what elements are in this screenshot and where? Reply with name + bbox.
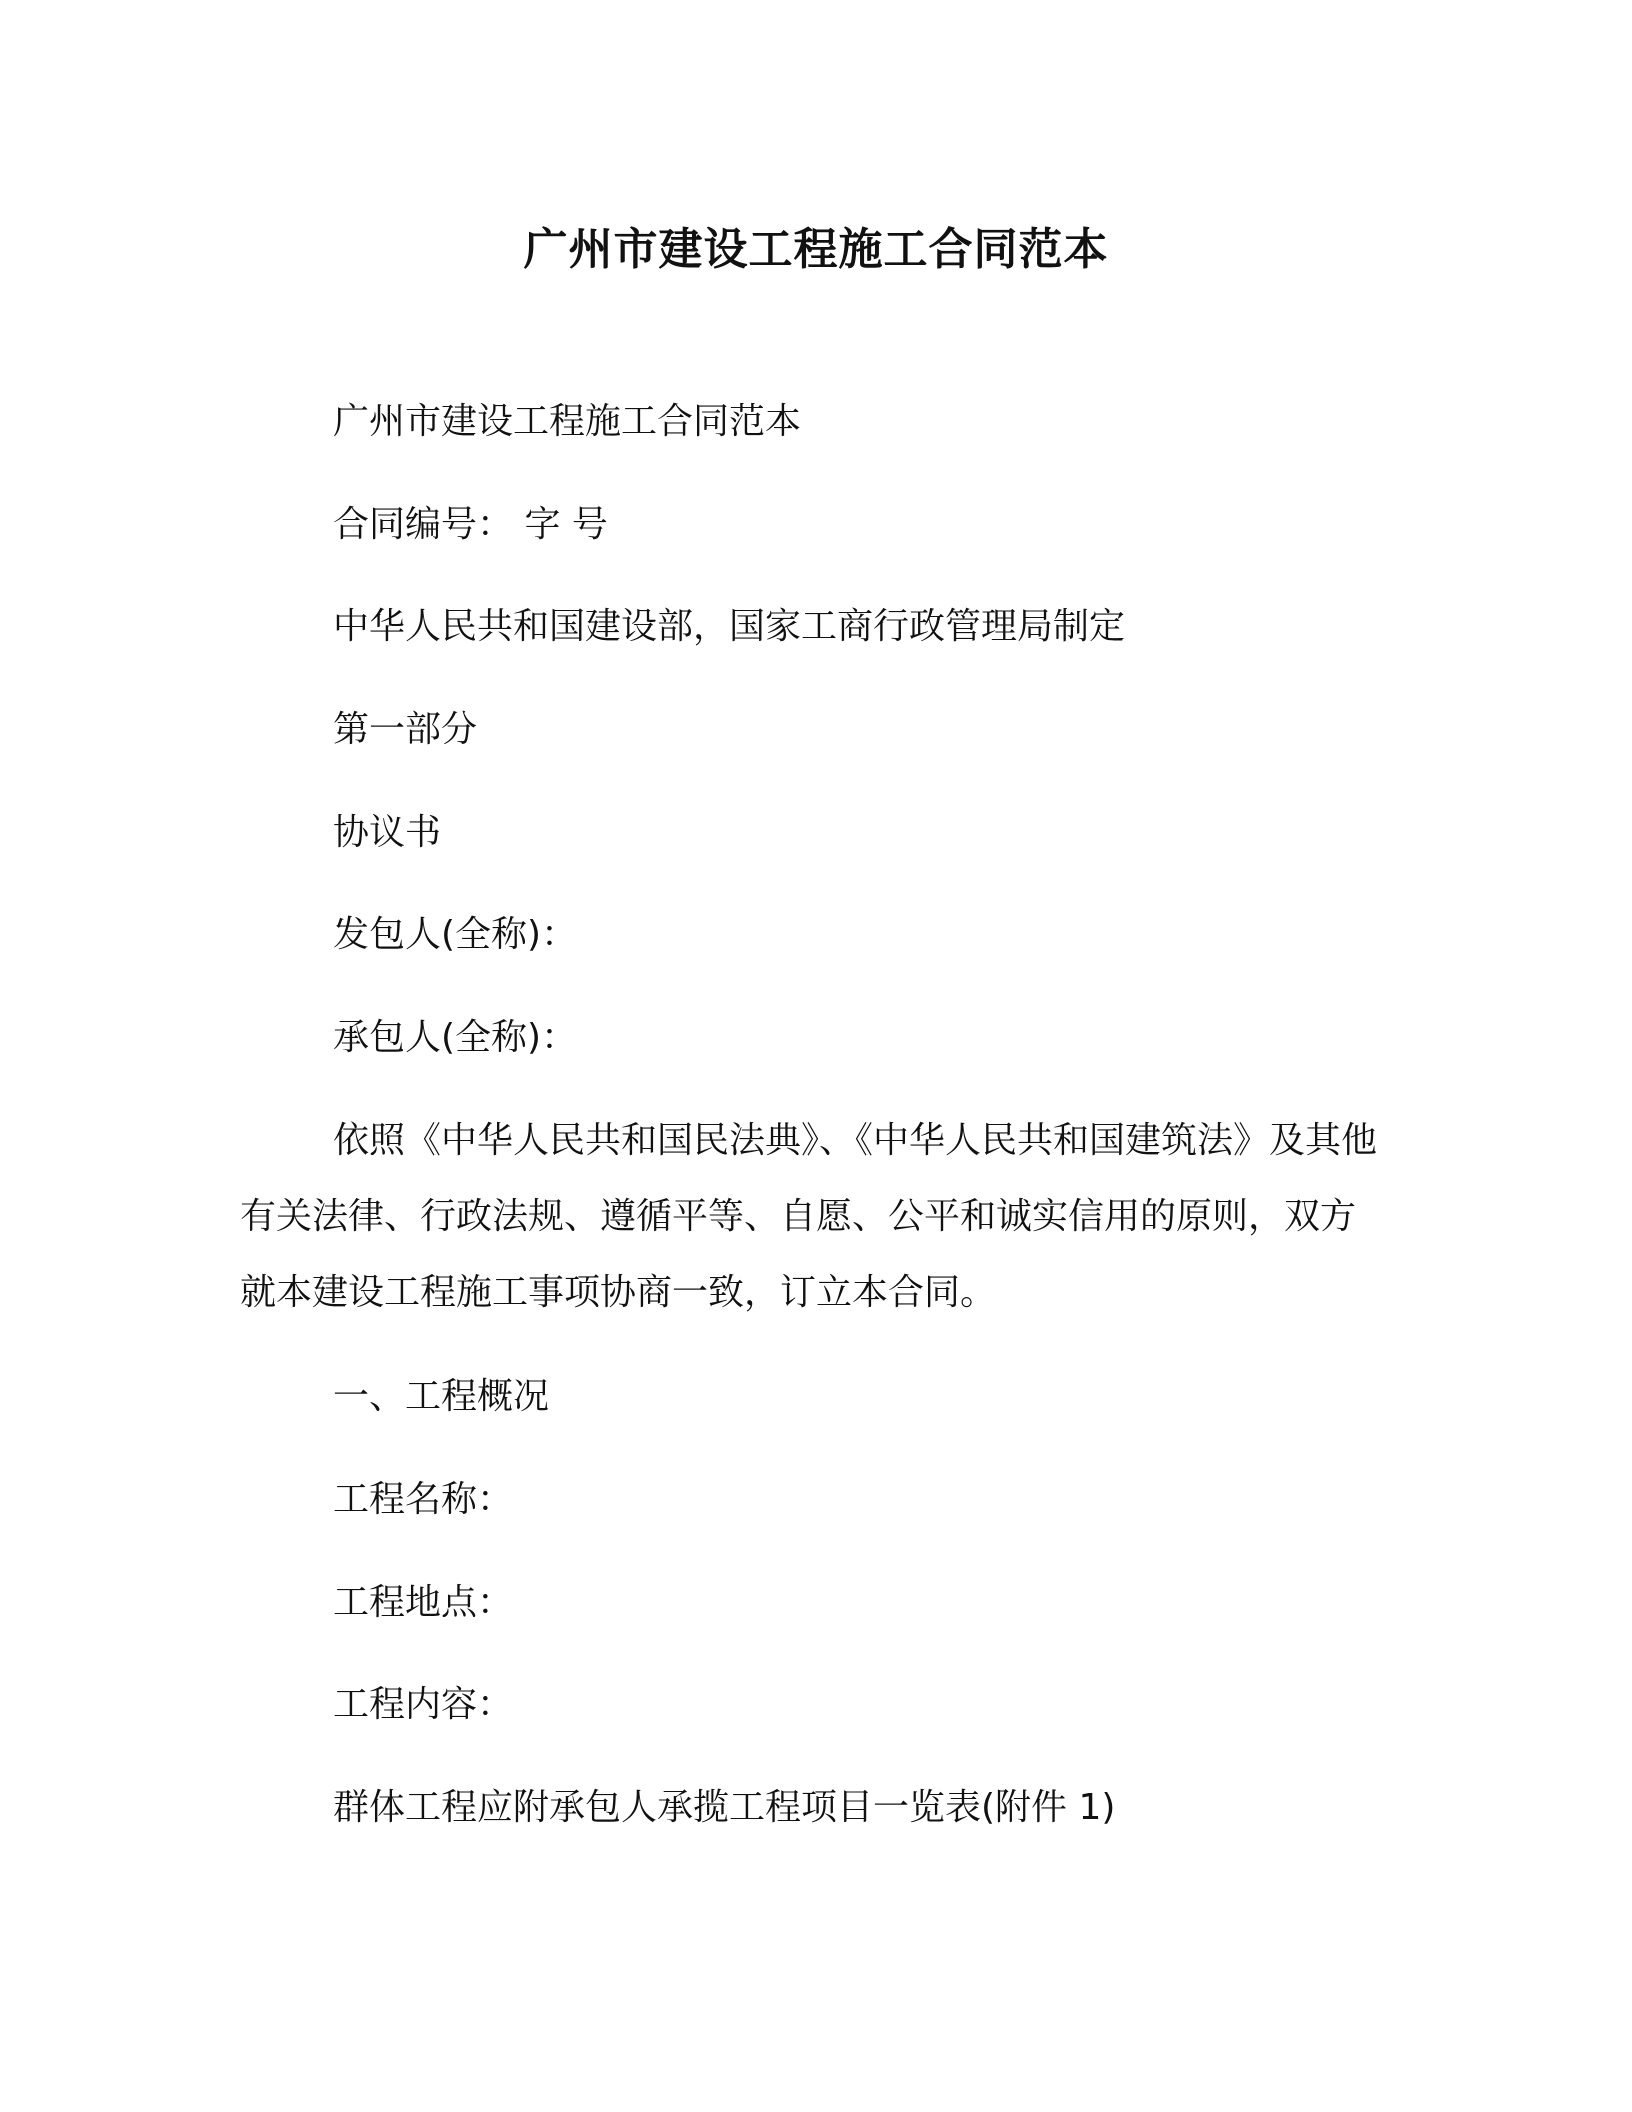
- line-project-location: 工程地点：: [333, 1582, 514, 1623]
- line-part-one: 第一部分: [333, 709, 478, 750]
- line-project-list-note: 群体工程应附承包人承揽工程项目一览表(附件 1): [333, 1787, 1116, 1828]
- line-contract-name: 广州市建设工程施工合同范本: [333, 401, 802, 442]
- preamble-paragraph: [240, 1103, 1390, 1331]
- line-contract-number: 合同编号： 字 号: [333, 504, 608, 545]
- line-issuer: 中华人民共和国建设部，国家工商行政管理局制定: [333, 606, 1126, 647]
- line-agreement: 协议书: [333, 812, 442, 853]
- preamble-text: 依照《中华人民共和国民法典》、《中华人民共和国建筑法》及其他有关法律、行政法规、遵循平等、自愿、公平和诚实信用的原则，双方就本建设工程施工事项协商一致，订立本合同。: [240, 1120, 1378, 1313]
- line-section-overview: 一、工程概况: [333, 1376, 550, 1417]
- line-project-name: 工程名称：: [333, 1479, 514, 1520]
- line-employer: 发包人(全称)：: [333, 914, 578, 955]
- document-title: 广州市建设工程施工合同范本: [523, 224, 1109, 275]
- line-project-content: 工程内容：: [333, 1684, 514, 1725]
- line-contractor: 承包人(全称)：: [333, 1017, 578, 1058]
